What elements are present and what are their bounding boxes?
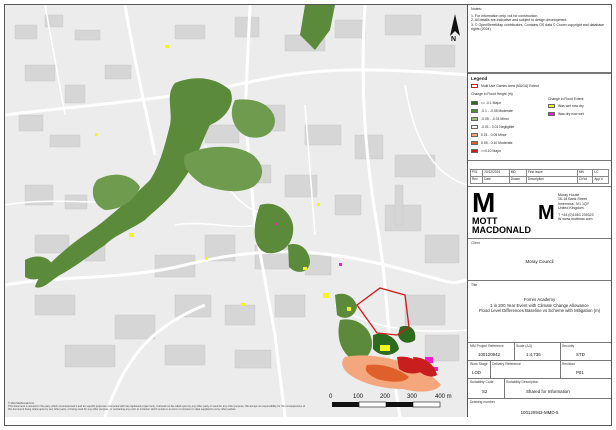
suit-code-value: S2 — [482, 389, 488, 394]
delivery-label: Delivery Reference — [492, 362, 521, 366]
height-swatch — [471, 125, 478, 129]
map-canvas[interactable] — [5, 5, 468, 417]
company-box — [468, 187, 611, 239]
muga-label: Multi Use Games Area (MUGA) Extent — [481, 84, 539, 88]
height-legend-label: 0.01 - 0.05 Minor — [481, 132, 507, 137]
scale-value: 1:4,736 — [526, 352, 541, 357]
height-swatch — [471, 117, 478, 121]
extent-swatch — [548, 112, 555, 116]
height-swatch — [471, 109, 478, 113]
legend-box — [468, 73, 611, 161]
notes-box — [468, 5, 611, 73]
company-address: Moray House 16-18 Bank Street Inverness, IV1 1QY United Kingdom T +44 (0)1463 239323 W www.mottmac.com — [558, 193, 594, 222]
revision-box — [468, 161, 611, 187]
suit-desc-value: Shared for Information — [526, 389, 570, 394]
mm-ref-label: MM Project Reference — [470, 344, 504, 348]
revision-table — [470, 169, 609, 184]
client-value: Moray Council — [525, 259, 554, 264]
muga-swatch — [471, 84, 478, 88]
company-name-1: MOTT — [472, 216, 498, 226]
notes-list: 1. For information only, not for construction. 2. All details are indicative and subject to design development. 3. © OpenStreetMap contributors, Contains OS data © Crown copyright and database rights (2024) — [471, 14, 604, 32]
height-legend-label: -0.05 - -0.01 Minor — [481, 116, 509, 121]
title-label: Title — [471, 283, 478, 287]
scale-tick-200: 200 — [380, 394, 391, 400]
mm-ref-value: 100120942 — [478, 352, 500, 357]
stage-value: LOD — [472, 370, 482, 375]
height-heading: Change in Flood Height (m) — [471, 92, 513, 96]
suit-code-label: Suitability Code — [470, 380, 494, 384]
drawing-number-value: 100120942-MMD-5 — [520, 410, 559, 415]
drawing-title: Forres Academy 1 in 200 Year Event with Climate Change Allowance Flood Level Differences Baseline vs Scheme with Mitigation (m) — [478, 297, 601, 314]
footer-disclaimer: © Mott MacDonald Ltd. This document is issued for the party which commissioned it and for specific purposes connected with the captioned project only. It should not be relied upon by any other party or used for any other purpose. We accept no responsibility for the consequences of this document being relied upon by any other party, or being used for any other purpose, or containing any error or omission which is due to an error or omission in data supplied to us by other parties. — [8, 402, 306, 411]
height-legend-label: 0.05 - 0.10 Moderate — [481, 140, 513, 145]
company-name-2: MACDONALD — [472, 225, 531, 235]
height-swatch — [471, 133, 478, 137]
security-value: STD — [576, 352, 585, 357]
title-box — [468, 281, 611, 343]
revision-value: P01 — [576, 370, 584, 375]
extent-legend-label: Was wet now dry — [558, 103, 584, 108]
height-swatch — [471, 101, 478, 105]
scale-label: Scale (A3) — [516, 344, 532, 348]
scale-tick-300: 300 — [407, 394, 418, 400]
revision-row: P01 20/12/2024 MD First Issue MN LC — [471, 170, 609, 177]
suitability-row — [468, 379, 611, 399]
height-legend-label: -0.1 - -0.05 Moderate — [481, 108, 513, 113]
revision-label: Revision — [562, 362, 576, 366]
extent-heading: Change in Flood Extent — [548, 97, 584, 101]
notes-heading: Notes: — [471, 7, 482, 11]
height-swatch — [471, 149, 478, 153]
stage-label: Work Stage — [470, 362, 488, 366]
height-legend-label: <= -0.1 Major — [481, 100, 502, 105]
client-box — [468, 239, 611, 281]
company-logo-m: M — [472, 187, 496, 218]
drawing-number-row — [468, 399, 611, 421]
north-label: N — [451, 36, 457, 43]
title-panel — [451, 5, 611, 421]
drawing-number-label: Drawing number — [470, 400, 495, 404]
height-swatch — [471, 141, 478, 145]
security-label: Security — [562, 344, 575, 348]
scale-tick-0: 0 — [329, 394, 333, 400]
scale-tick-400: 400 m — [435, 394, 452, 400]
ref-row — [468, 343, 611, 361]
height-legend-label: >=0.10 Major — [481, 148, 501, 153]
basemap — [5, 5, 467, 417]
company-logo-m-small: M — [538, 202, 555, 224]
extent-legend-label: Was dry now wet — [558, 111, 584, 116]
scale-tick-100: 100 — [353, 394, 364, 400]
north-arrow — [448, 12, 462, 43]
legend-title: Legend — [471, 76, 488, 81]
suit-desc-label: Suitability Description — [506, 380, 539, 384]
extent-swatch — [548, 104, 555, 108]
client-label: Client — [471, 241, 480, 245]
stage-row — [468, 361, 611, 379]
revision-header-row: Rev Date Drawn Description Ch'kd App'd — [471, 177, 609, 184]
scale-bar — [332, 402, 440, 407]
height-legend-label: -0.01 - 0.01 Negligible — [481, 124, 515, 129]
